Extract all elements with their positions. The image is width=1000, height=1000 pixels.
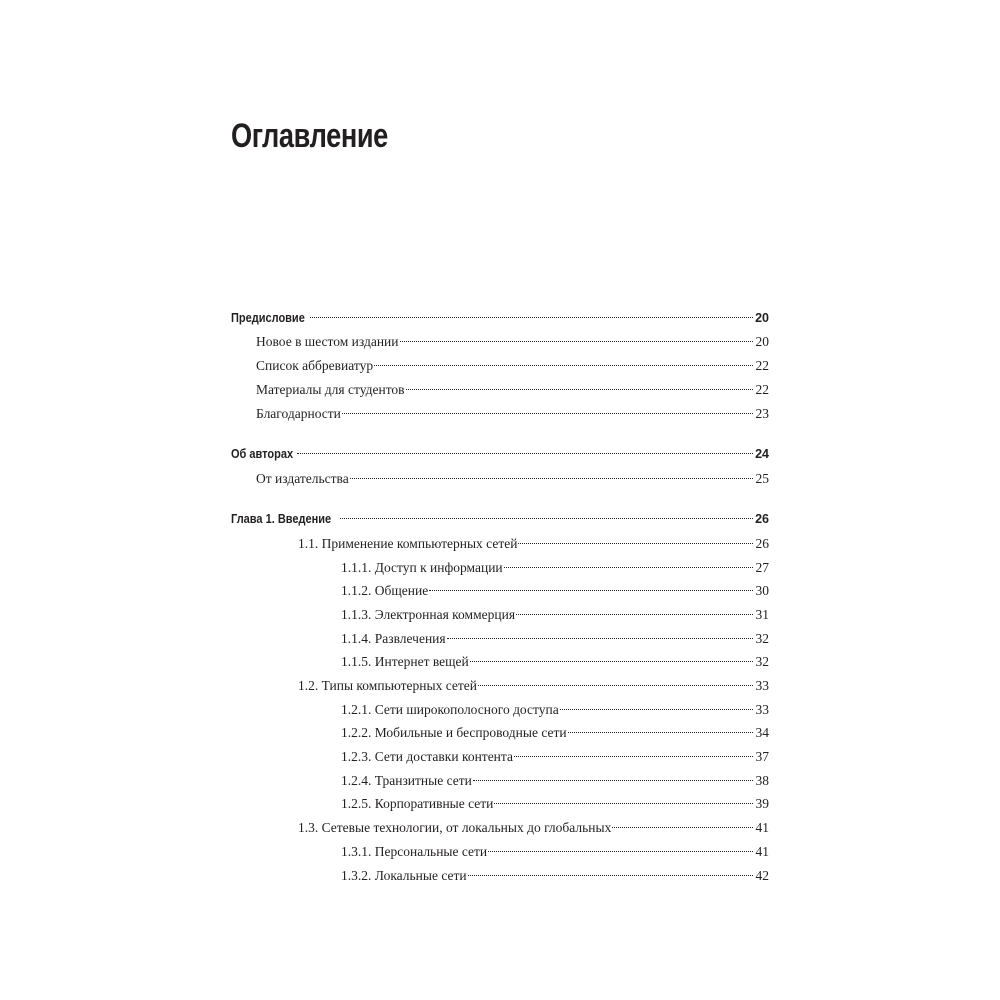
dot-leader — [504, 567, 753, 568]
toc-entry — [231, 603, 769, 627]
toc-entry — [231, 745, 769, 769]
toc-entry — [231, 556, 769, 580]
toc-entry — [231, 792, 769, 816]
toc-entry — [231, 674, 769, 698]
dot-leader — [514, 756, 753, 757]
toc-entry-title: 1.2.4. Транзитные сети — [341, 772, 472, 788]
toc-entry — [231, 467, 769, 491]
toc-entry-page-number: 27 — [755, 559, 769, 575]
toc-entry-title: 1.2.2. Мобильные и беспроводные сети — [341, 725, 567, 741]
dot-leader — [406, 389, 753, 390]
toc-entry-page-number: 25 — [755, 470, 769, 486]
toc-entry — [231, 402, 769, 426]
toc-entry-title: Список аббревиатур — [256, 358, 374, 374]
toc-entry-title: 1.2.5. Корпоративные сети — [341, 796, 494, 812]
toc-entry — [231, 579, 769, 603]
toc-entry — [231, 840, 769, 864]
toc-section-entry — [231, 508, 769, 532]
dot-leader — [518, 543, 753, 544]
page-title: Оглавление — [231, 117, 388, 155]
toc-entry-title: Благодарности — [256, 405, 341, 421]
toc-entry-title: 1.1.4. Развлечения — [341, 630, 446, 646]
toc-section-entry — [231, 443, 769, 467]
toc-entry-title: 1.3.2. Локальные сети — [341, 867, 467, 883]
toc-entry-page-number: 20 — [755, 334, 769, 350]
toc-entry-title: 1.1.2. Общение — [341, 583, 429, 599]
toc-entry-title: 1.2.1. Сети широкополосного доступа — [341, 701, 559, 717]
toc-entry-page-number: 37 — [755, 749, 769, 765]
toc-entry-page-number: 41 — [755, 820, 769, 836]
dot-leader — [470, 661, 753, 662]
toc-entry-page-number: 33 — [755, 678, 769, 694]
toc-entry — [231, 864, 769, 888]
toc-entry-page-number: 38 — [755, 772, 769, 788]
toc-entry-page-number: 26 — [755, 535, 769, 551]
dot-leader — [447, 638, 753, 639]
toc-entry — [231, 769, 769, 793]
dot-leader — [429, 590, 753, 591]
toc-entry-page-number: 23 — [755, 405, 769, 421]
toc-section-entry — [231, 307, 769, 331]
dot-leader — [494, 803, 753, 804]
toc-entry-page-number: 31 — [755, 606, 769, 622]
toc-entry-page-number: 39 — [755, 796, 769, 812]
toc-entry-title: Предисловие — [231, 310, 305, 325]
dot-leader — [516, 614, 753, 615]
toc-entry — [231, 721, 769, 745]
toc-entry-page-number: 34 — [755, 725, 769, 741]
toc-entry — [231, 330, 769, 354]
toc-entry — [231, 532, 769, 556]
toc-entry-title: 1.1. Применение компьютерных сетей — [298, 535, 518, 551]
toc-entry-page-number: 22 — [755, 381, 769, 397]
toc-entry-page-number: 26 — [755, 512, 769, 527]
toc-entry-title: 1.3.1. Персональные сети — [341, 843, 488, 859]
toc-entry-title: 1.1.3. Электронная коммерция — [341, 606, 516, 622]
toc-entry-title: 1.2. Типы компьютерных сетей — [298, 678, 477, 694]
toc-entry — [231, 698, 769, 722]
toc-entry-title: 1.3. Сетевые технологии, от локальных до глобальных — [298, 820, 612, 836]
dot-leader — [568, 732, 753, 733]
toc-entry-page-number: 22 — [755, 358, 769, 374]
toc-entry — [231, 650, 769, 674]
dot-leader — [342, 413, 753, 414]
dot-leader — [400, 341, 753, 342]
dot-leader — [473, 780, 753, 781]
toc-entry — [231, 627, 769, 651]
dot-leader — [310, 317, 753, 318]
toc-entry-title: 1.2.3. Сети доставки контента — [341, 749, 513, 765]
toc-entry-title: 1.1.1. Доступ к информации — [341, 559, 503, 575]
toc-entry-title: От издательства — [256, 470, 349, 486]
toc-entry-title: Глава 1. Введение — [231, 512, 332, 527]
toc-entry-page-number: 32 — [755, 654, 769, 670]
toc-entry-page-number: 24 — [755, 447, 769, 462]
toc-entry-title: Новое в шестом издании — [256, 334, 399, 350]
dot-leader — [297, 453, 753, 454]
toc-entry-page-number: 33 — [755, 701, 769, 717]
dot-leader — [340, 518, 753, 519]
dot-leader — [612, 827, 753, 828]
dot-leader — [374, 365, 753, 366]
toc-entry-title: Материалы для студентов — [256, 381, 405, 397]
toc-entry-title: 1.1.5. Интернет вещей — [341, 654, 469, 670]
toc-entry-page-number: 32 — [755, 630, 769, 646]
toc-entry — [231, 378, 769, 402]
dot-leader — [560, 709, 753, 710]
toc-entry-title: Об авторах — [231, 447, 294, 462]
dot-leader — [468, 875, 753, 876]
dot-leader — [478, 685, 753, 686]
toc-entry-page-number: 20 — [755, 310, 769, 325]
toc-entry — [231, 816, 769, 840]
toc-entry-page-number: 30 — [755, 583, 769, 599]
dot-leader — [350, 478, 753, 479]
table-of-contents — [231, 289, 769, 887]
dot-leader — [488, 851, 753, 852]
toc-entry-page-number: 42 — [755, 867, 769, 883]
toc-entry-page-number: 41 — [755, 843, 769, 859]
toc-entry — [231, 354, 769, 378]
